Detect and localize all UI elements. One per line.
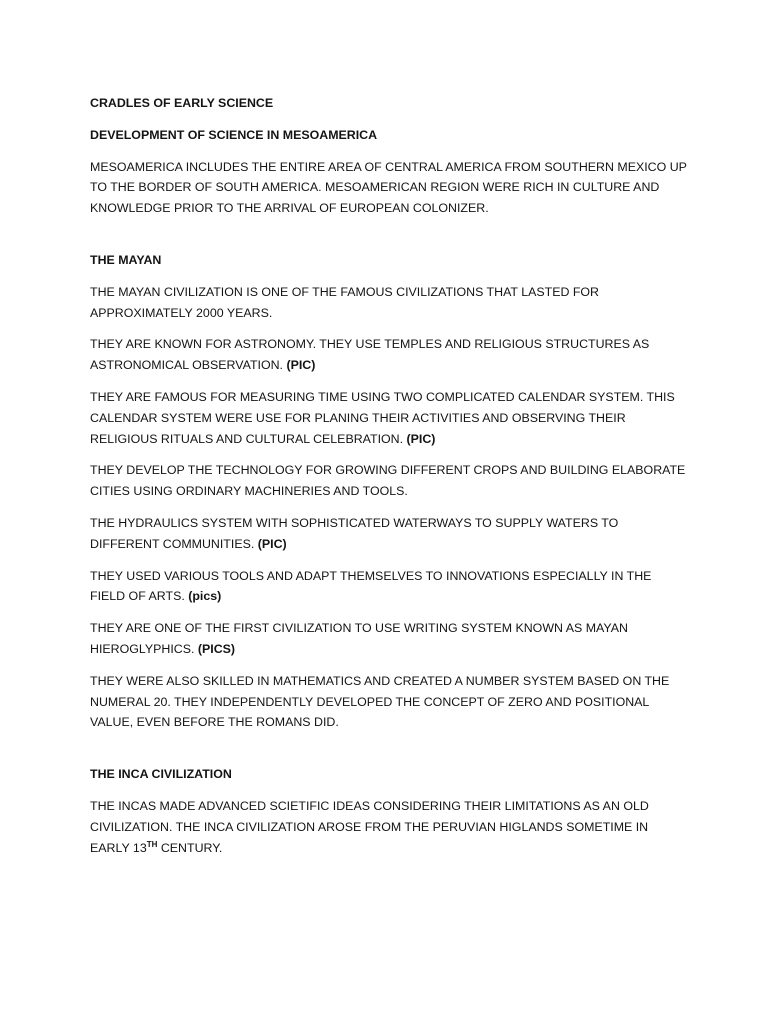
mayan-paragraph-3-text: THEY ARE FAMOUS FOR MEASURING TIME USING TWO COMPLICATED CALENDAR SYSTEM. THIS CALENDAR SYSTEM WERE USE FOR PLANING THEIR ACTIVITIES AND OBSERVING THEIR RELIGIOUS RITUALS AND CULTURAL CELEBRATION. [90,389,675,446]
mayan-paragraph-1: THE MAYAN CIVILIZATION IS ONE OF THE FAMOUS CIVILIZATIONS THAT LASTED FOR APPROXIMATELY 2000 YEARS. [90,284,599,320]
pics-tag: (pics) [188,589,222,604]
document-subtitle: DEVELOPMENT OF SCIENCE IN MESOAMERICA [90,127,378,142]
mayan-paragraph-4: THEY DEVELOP THE TECHNOLOGY FOR GROWING DIFFERENT CROPS AND BUILDING ELABORATE CITIES USING ORDINARY MACHINERIES AND TOOLS. [90,463,686,499]
pic-tag: (PIC) [286,358,316,373]
mayan-paragraph-5-text: THE HYDRAULICS SYSTEM WITH SOPHISTICATED WATERWAYS TO SUPPLY WATERS TO DIFFERENT COMMUNITIES. [90,515,619,551]
mayan-heading: THE MAYAN [90,252,162,267]
intro-paragraph: MESOAMERICA INCLUDES THE ENTIRE AREA OF CENTRAL AMERICA FROM SOUTHERN MEXICO UP TO THE BORDER OF SOUTH AMERICA. MESOAMERICAN REGION WERE RICH IN CULTURE AND KNOWLEDGE PRIOR TO THE ARRIVAL OF EUROPEAN COLONIZER. [90,159,687,216]
mayan-paragraph-3 [90,387,688,449]
pic-tag: (PIC) [406,431,436,446]
mayan-paragraph-2 [90,334,688,376]
mayan-paragraph-2-text: THEY ARE KNOWN FOR ASTRONOMY. THEY USE TEMPLES AND RELIGIOUS STRUCTURES AS ASTRONOMICAL OBSERVATION. [90,337,650,373]
mayan-paragraph-6 [90,566,688,608]
mayan-paragraph-7-text: THEY ARE ONE OF THE FIRST CIVILIZATION TO USE WRITING SYSTEM KNOWN AS MAYAN HIEROGLYPHICS. [90,621,628,656]
inca-paragraph-1-text: THE INCAS MADE ADVANCED SCIETIFIC IDEAS CONSIDERING THEIR LIMITATIONS AS AN OLD CIVILIZATION. THE INCA CIVILIZATION AROSE FROM THE PERUVIAN HIGLANDS SOMETIME IN EARLY 13 [90,798,649,855]
inca-paragraph-1-end: CENTURY. [157,840,223,855]
mayan-paragraph-5 [90,513,688,555]
pics-tag: (PICS) [197,641,236,656]
inca-heading: THE INCA CIVILIZATION [90,767,232,782]
mayan-paragraph-7 [90,618,688,660]
document-title: CRADLES OF EARLY SCIENCE [90,96,274,110]
mayan-paragraph-6-text: THEY USED VARIOUS TOOLS AND ADAPT THEMSELVES TO INNOVATIONS ESPECIALLY IN THE FIELD OF ARTS. [90,568,652,604]
mayan-paragraph-8: THEY WERE ALSO SKILLED IN MATHEMATICS AND CREATED A NUMBER SYSTEM BASED ON THE NUMERAL 20. THEY INDEPENDENTLY DEVELOPED THE CONCEPT OF ZERO AND POSITIONAL VALUE, EVEN BEFORE THE ROMANS DID. [90,673,670,730]
ordinal-superscript: TH [146,839,158,849]
pic-tag: (PIC) [257,536,287,551]
inca-paragraph-1 [90,796,688,858]
